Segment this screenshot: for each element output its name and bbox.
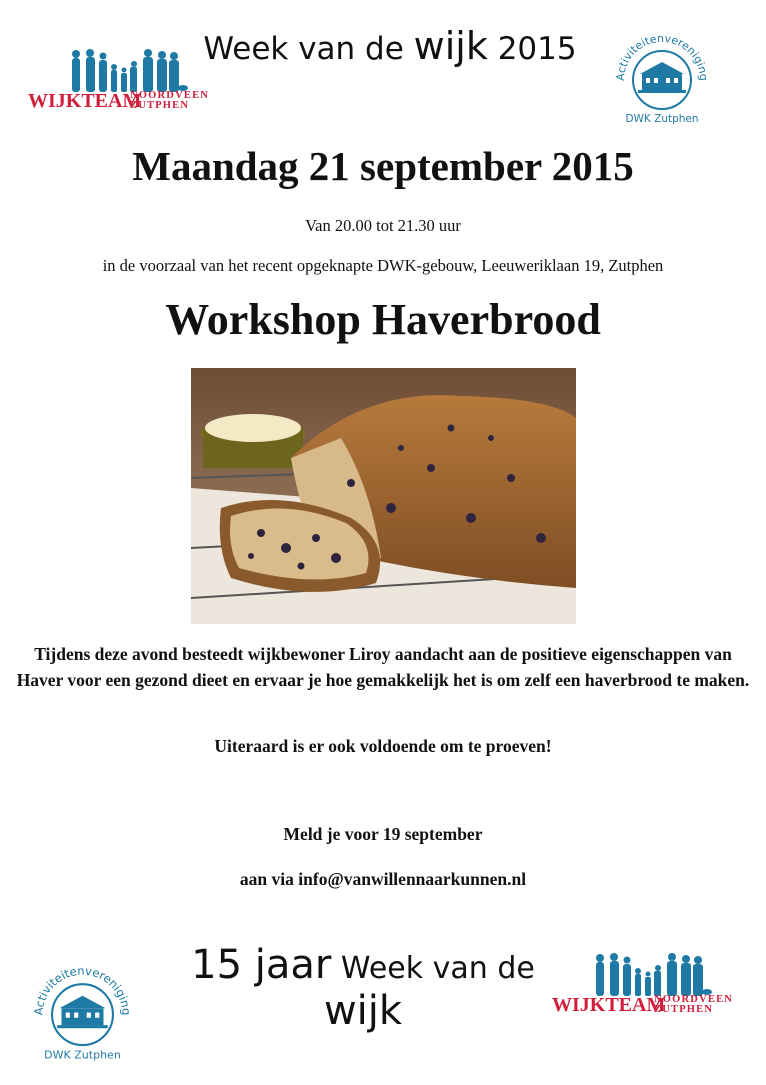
event-date: Maandag 21 september 2015	[132, 143, 634, 189]
event-time: Van 20.00 tot 21.30 uur	[305, 216, 461, 235]
dwk-emblem-icon	[30, 960, 135, 1065]
dwk-emblem-icon	[612, 28, 712, 128]
footer-emph: wijk	[323, 988, 403, 1034]
dwk-ring-text: Activiteitenvereniging	[613, 31, 711, 82]
wijkteam-bottom-main: WIJKTEAM	[552, 994, 666, 1016]
wijkteam-logo	[28, 48, 218, 118]
workshop-title: Workshop Haverbrood	[165, 295, 601, 344]
bread-photo	[191, 368, 576, 624]
event-description: Tijdens deze avond besteedt wijkbewoner Liroy aandacht aan de positieve eigenschappen van Haver voor een gezond dieet en ervaar je hoe gemakkelijk het is om zelf een haverbrood te maken.	[16, 644, 750, 690]
signup-deadline: Meld je voor 19 september	[283, 824, 483, 844]
dwk-logo-bottom	[30, 960, 135, 1065]
wijkteam-logo-bottom	[552, 952, 742, 1022]
dwk-logo-name: DWK Zutphen	[625, 113, 699, 125]
wijkteam-bottom-sub: NOORDVEEN ZUTPHEN	[654, 994, 734, 1015]
taste-note: Uiteraard is er ook voldoende om te proeven!	[214, 736, 552, 756]
family-silhouettes-icon	[592, 952, 712, 997]
dwk-bottom-ring-text: Activiteitenvereniging	[31, 963, 134, 1016]
header-title-emph: wijk	[413, 24, 488, 68]
dwk-logo	[612, 28, 712, 128]
event-location: in de voorzaal van het recent opgeknapte DWK-gebouw, Leeuweriklaan 19, Zutphen	[102, 256, 664, 275]
wijkteam-logo-sub: NOORDVEEN ZUTPHEN	[130, 90, 210, 111]
dwk-bottom-logo-name: DWK Zutphen	[44, 1048, 121, 1062]
footer-middle: Week van de	[331, 951, 535, 986]
header-title-suffix: 2015	[487, 31, 577, 67]
header-title-prefix: Week van de	[203, 31, 414, 67]
header-title	[190, 24, 590, 68]
bread-image	[191, 368, 576, 624]
footer-title	[148, 942, 578, 1034]
signup-email: aan via info@vanwillennaarkunnen.nl	[239, 869, 527, 889]
family-silhouettes-icon	[68, 48, 188, 93]
wijkteam-logo-main: WIJKTEAM	[28, 90, 142, 112]
footer-years: 15 jaar	[191, 942, 332, 988]
